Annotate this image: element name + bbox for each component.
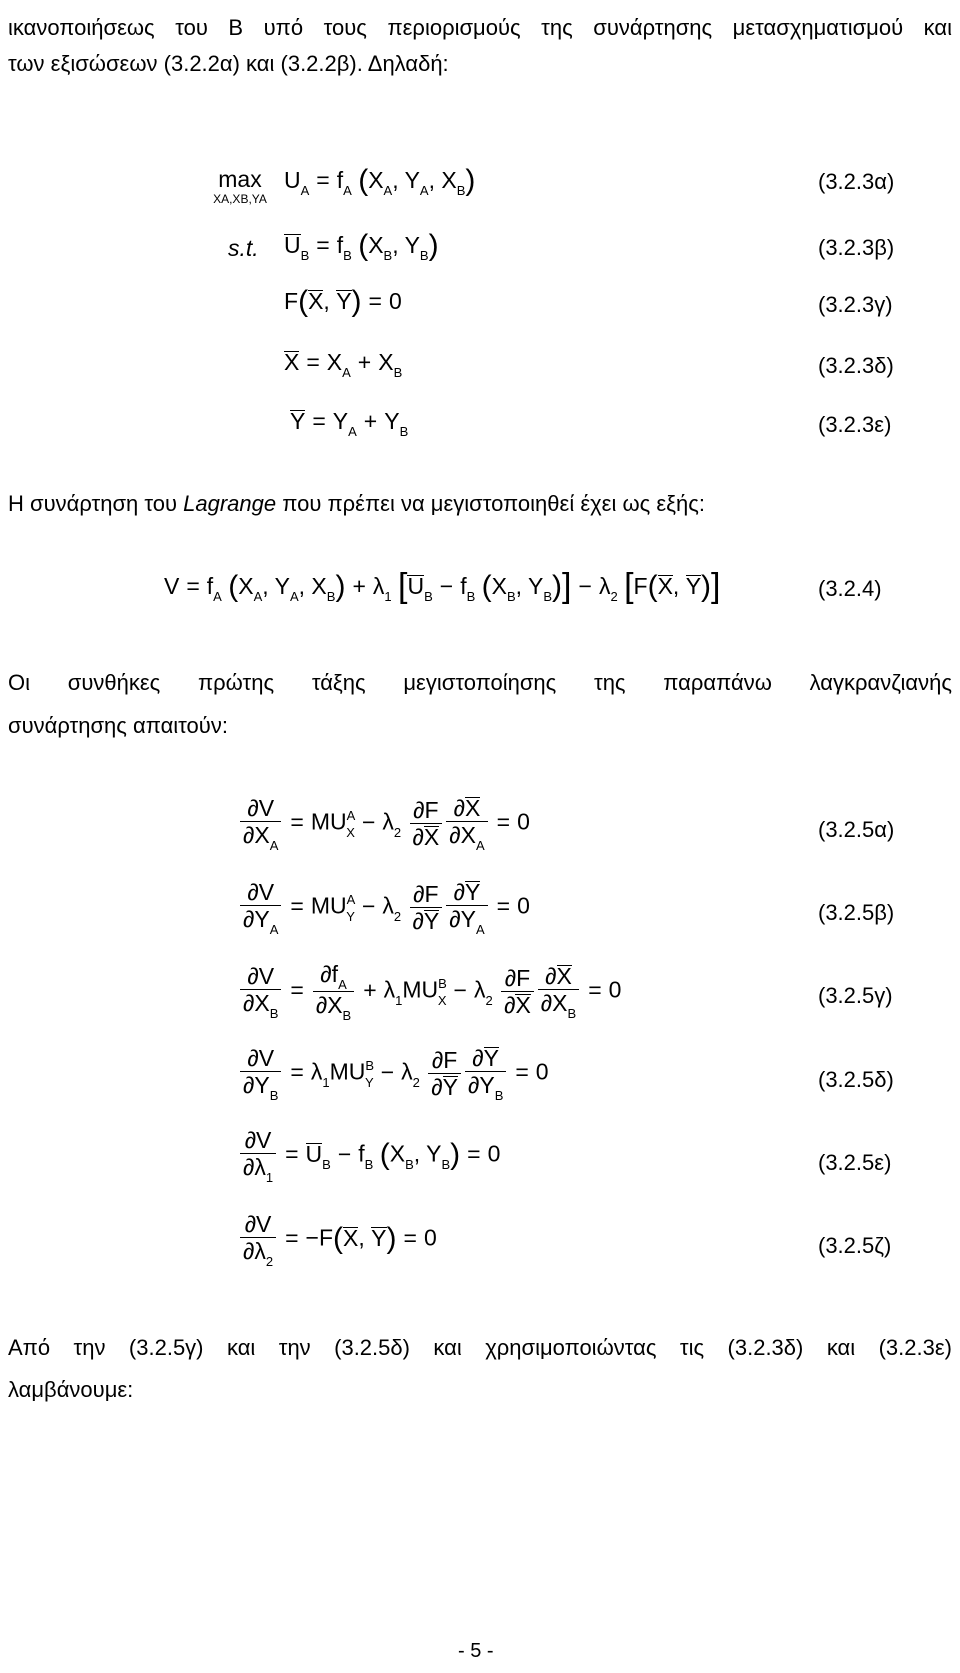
eq-label-3-2-3d: (3.2.3δ) — [818, 353, 894, 378]
closing-line-1: Από την (3.2.5γ) και την (3.2.5δ) και χρησιμοποιώντας τις (3.2.3δ) και (3.2.3ε) — [8, 1335, 952, 1360]
foc-eq-a: $\frac{\partial V}{\partial X_A}$ = $MU^A_X - \lambda_2$ $\frac{\partial F}{\partial X}$ $\frac{\partial X}{\partial X_A}$ = 0 — [238, 796, 530, 851]
lagrange-name: Lagrange — [183, 491, 277, 516]
eq-label-3-2-3a: (3.2.3α) — [818, 169, 895, 194]
lagrange-before: Η συνάρτηση του — [8, 491, 184, 516]
foc-line-1: Οι συνθήκες πρώτης τάξης μεγιστοποίησης της παραπάνω λαγκρανζιανής — [8, 670, 952, 695]
foc-eq-c: $\frac{\partial V}{\partial X_B}$ = $\frac{\partial f_A}{\partial X_B}$ + $\lambda_1MU^B_X - \lambda_2$ $\frac{\partial F}{\partial X}$ $\frac{\partial X}{\partial X_B}$ = 0 — [238, 962, 621, 1021]
eq-label-3-2-3e: (3.2.3ε) — [818, 412, 892, 437]
closing-line-2: λαμβάνουμε: — [8, 1377, 134, 1402]
max-subscript: XA,XB,YA — [213, 192, 267, 206]
eq-label-3-2-5d: (3.2.5δ) — [818, 1067, 894, 1092]
eq-label-3-2-3c: (3.2.3γ) — [818, 292, 893, 317]
foc-eq-b: $\frac{\partial V}{\partial Y_A}$ = $MU^A_Y - \lambda_2$ $\frac{\partial F}{\partial Y}$ $\frac{\partial Y}{\partial Y_A}$ = 0 — [238, 880, 530, 935]
eq-label-3-2-3b: (3.2.3β) — [818, 235, 895, 260]
objective-equation: $U_A = f_A$ ($X_A$, $Y_A$, $X_B$) — [284, 164, 476, 198]
foc-eq-e: $\frac{\partial V}{\partial\lambda_1}$ = $U_B - f_B$ ($X_B$, $Y_B) = 0$ — [238, 1128, 500, 1183]
eq-label-3-2-5c: (3.2.5γ) — [818, 983, 893, 1008]
lagrange-after: που πρέπει να μεγιστοποιηθεί έχει ως εξής: — [276, 491, 705, 516]
foc-eq-f: $\frac{\partial V}{\partial\lambda_2}$ = −F(X, Y) = 0 — [238, 1212, 437, 1267]
page-number: - 5 - — [458, 1640, 494, 1662]
eq-label-3-2-5e: (3.2.5ε) — [818, 1150, 892, 1175]
lagrange-sentence — [8, 486, 952, 522]
max-operator: max — [218, 166, 262, 192]
intro-line-2: των εξισώσεων (3.2.2α) και (3.2.2β). Δηλαδή: — [8, 51, 449, 76]
foc-eq-d: $\frac{\partial V}{\partial Y_B}$ = $\lambda_1MU^B_Y - \lambda_2$ $\frac{\partial F}{\partial Y}$ $\frac{\partial Y}{\partial Y_B}$ = 0 — [238, 1046, 549, 1101]
intro-line-1: ικανοποιήσεως του Β υπό τους περιορισμούς της συνάρτησης μετασχηματισμού και — [8, 15, 952, 40]
constraint-x-total: $X = X_A + X_B$ — [284, 349, 403, 380]
eq-label-3-2-4: (3.2.4) — [818, 576, 882, 601]
st-label: s.t. — [228, 235, 259, 261]
constraint-utility-b: $U_B = f_B$ ($X_B$, $Y_B$) — [284, 229, 439, 263]
foc-line-2: συνάρτησης απαιτούν: — [8, 713, 228, 738]
eq-label-3-2-5b: (3.2.5β) — [818, 900, 895, 925]
eq-label-3-2-5a: (3.2.5α) — [818, 817, 895, 842]
constraint-y-total: $Y = Y_A + Y_B$ — [290, 408, 409, 439]
lagrangian-equation: $V = f_A$ ($X_A$, $Y_A$, $X_B) + \lambda_1$ [$U_B - f_B$ ($X_B$, $Y_B)] - \lambda_2$ [F(X, Y)] — [164, 567, 721, 605]
constraint-transformation: F(X, Y) = 0 — [284, 285, 402, 318]
eq-label-3-2-5z: (3.2.5ζ) — [818, 1233, 892, 1258]
